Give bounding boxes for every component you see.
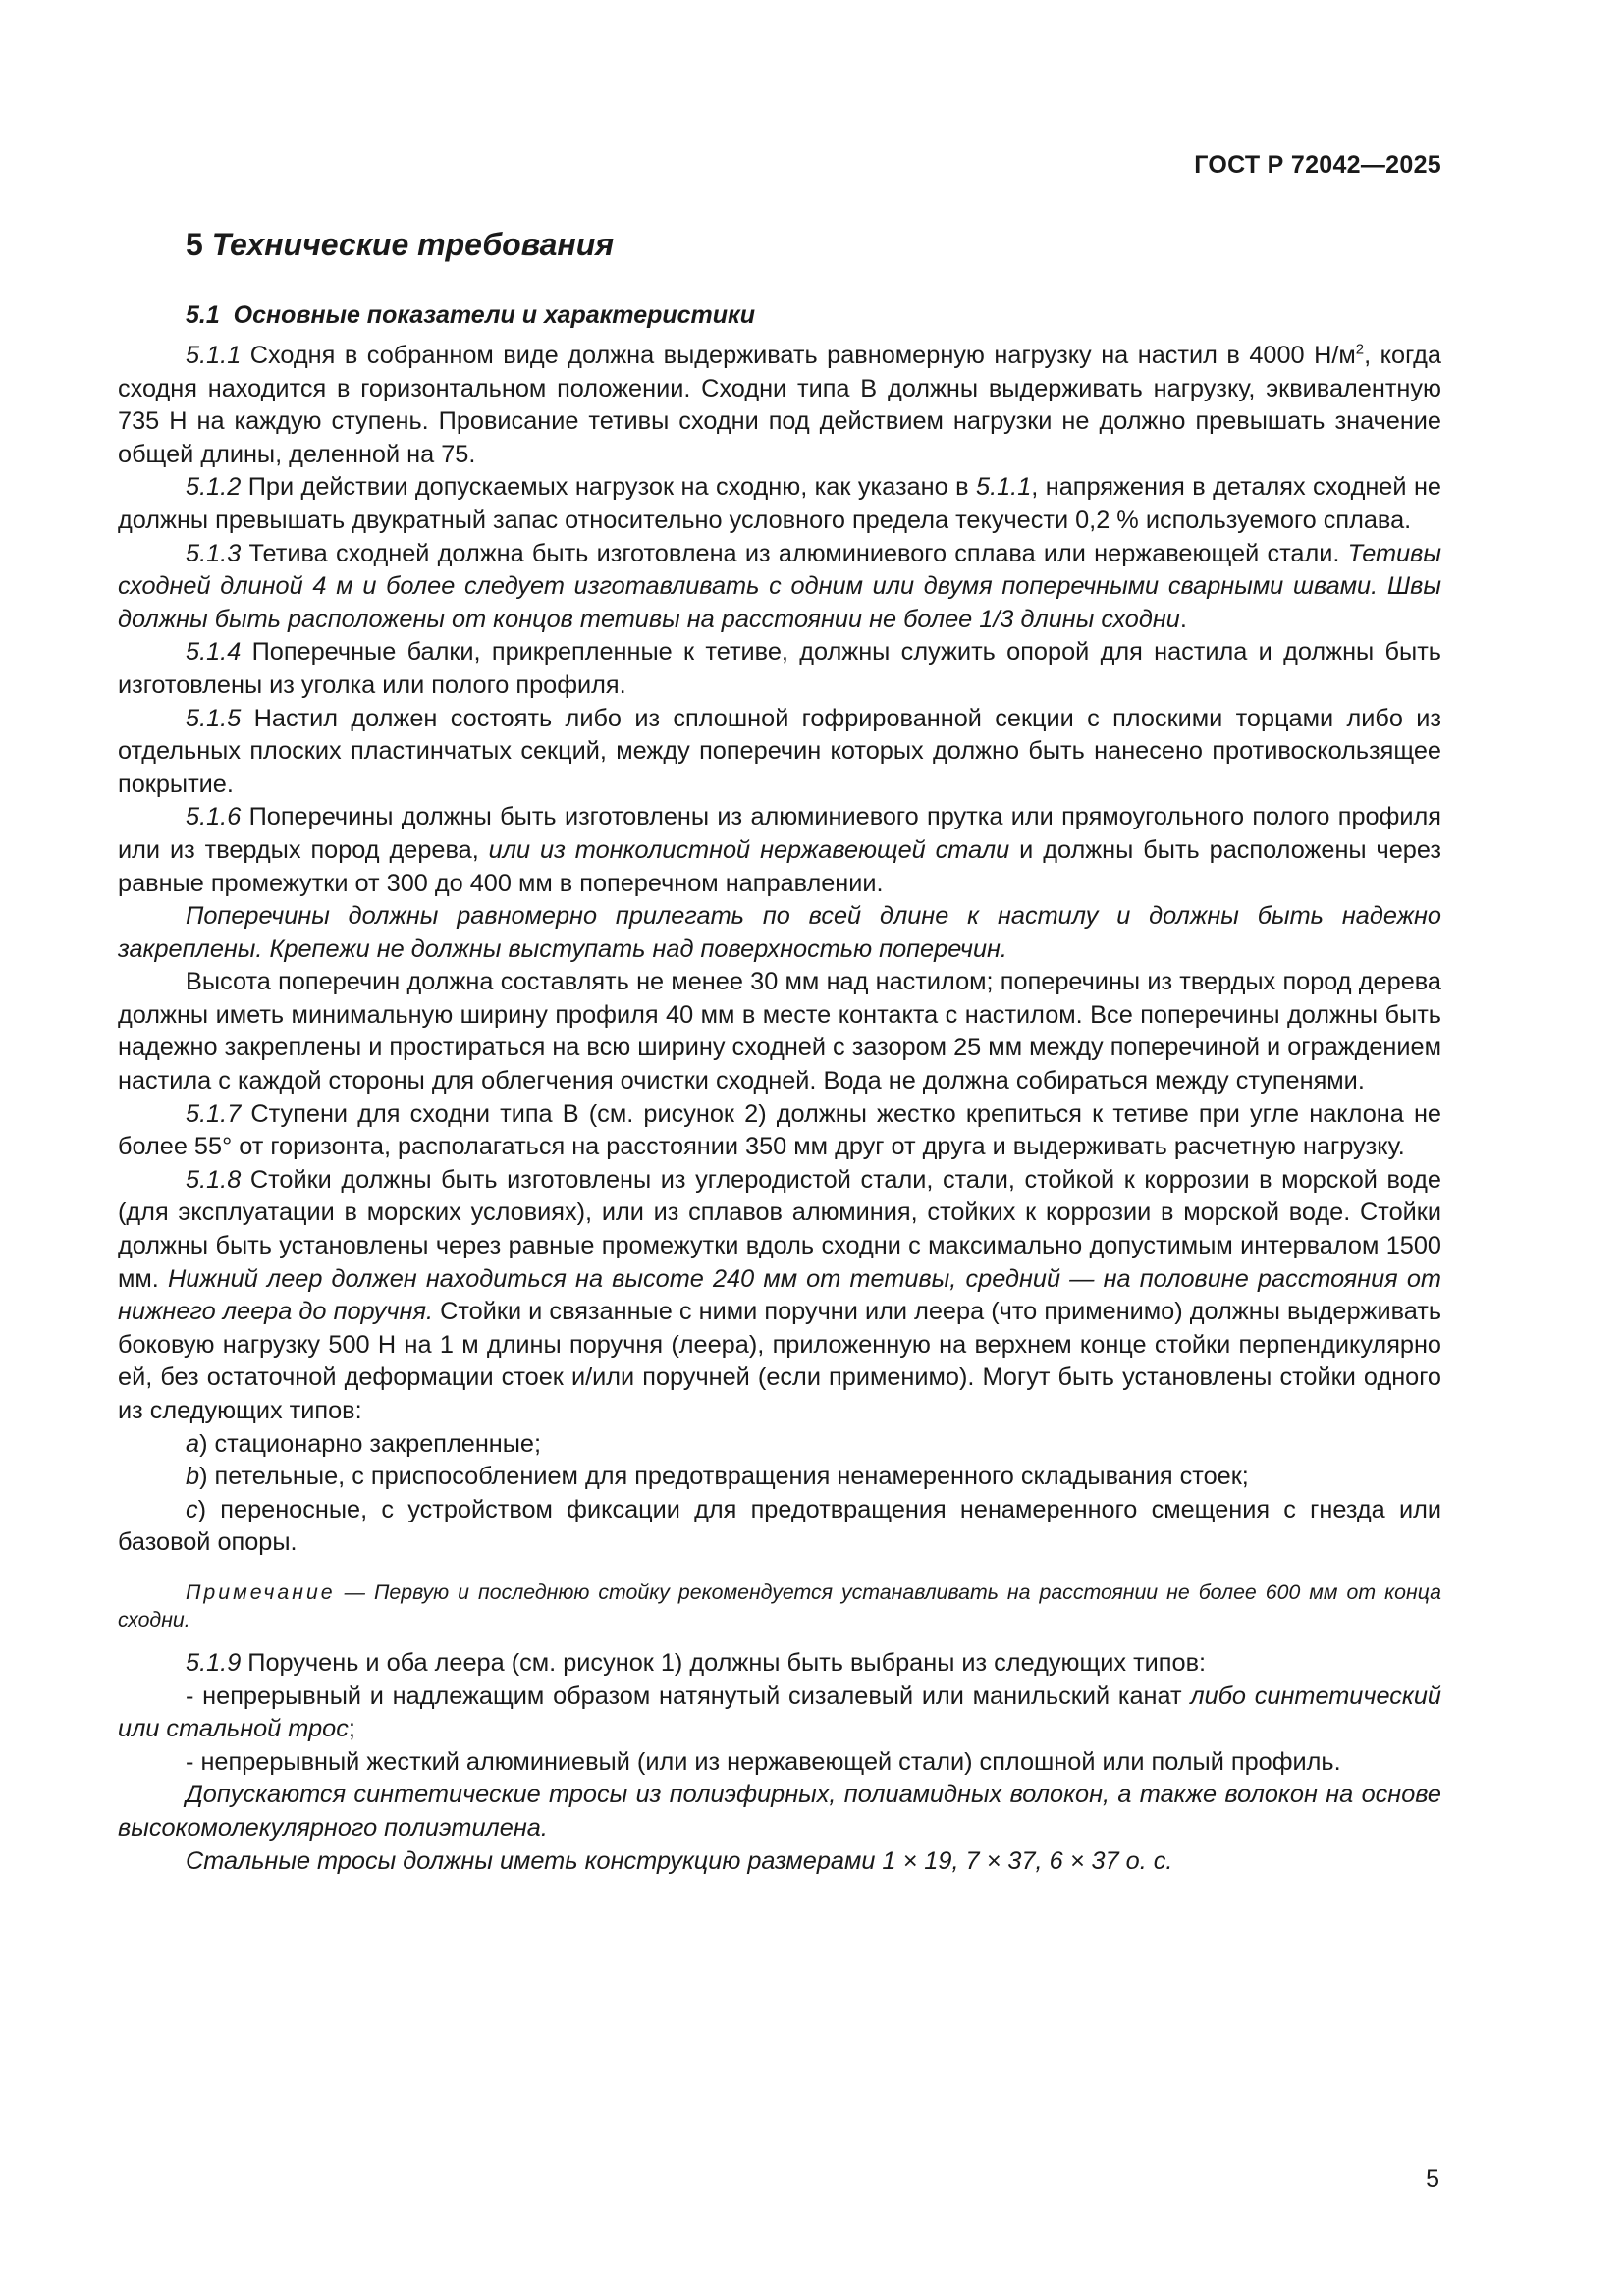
clause-5-1-1: 5.1.1 Сходня в собранном виде должна выдерживать равномерную нагрузку на настил в 4000 $Н/м^2$, когда сходня находится в горизонтальном положении. Сходни типа В должны выдерживать нагрузку, эквивалентную 735 Н на каждую ступень. Провисание тетивы сходни под действием нагрузки не должно превышать значение общей длины, деленной на 75. (118, 341, 1442, 468)
page-number: 5 (1426, 2165, 1439, 2193)
clause-5-1-3: 5.1.3 Тетива сходней должна быть изготовлена из алюминиевого сплава или нержавеющей стали. Тетивы сходней длиной 4 м и более следует изготавливать с одним или двумя поперечными сварными швами. Швы должны быть расположены от концов тетивы на расстоянии не более 1/3 длины сходни. (118, 539, 1441, 633)
dash-item: - непрерывный и надлежащим образом натянутый сизалевый или манильский канат либо синтетический или стальной трос; (118, 1682, 1441, 1743)
clause-5-1-9: 5.1.9 Поручень и оба леера (см. рисунок 1) должны быть выбраны из следующих типов: (186, 1648, 1207, 1677)
clause-5-1-4: 5.1.4 Поперечные балки, прикрепленные к тетиве, должны служить опорой для настила и должны быть изготовлены из уголка или полого профиля. (118, 638, 1441, 699)
clause-5-1-6: 5.1.6 Поперечины должны быть изготовлены из алюминиевого прутка или прямоугольного полого профиля или из твердых пород дерева, или из тонколистной нержавеющей стали и должны быть расположены через равные промежутки от 300 до 400 мм в поперечном направлении. (118, 803, 1441, 897)
clause-5-1-6-paragraph-2: Поперечины должны равномерно прилегать по всей длине к настилу и должны быть надежно закреплены. Крепежи не должны выступать над поверхностью поперечин. (118, 902, 1441, 963)
section-title: Технические требования (211, 227, 615, 262)
clause-5-1-9-paragraph-3: Стальные тросы должны иметь конструкцию размерами 1 × 19, 7 × 37, 6 × 37 о. с. (186, 1846, 1173, 1875)
subsection-title: Основные показатели и характеристики (233, 301, 755, 329)
clause-5-1-6-paragraph-3: Высота поперечин должна составлять не менее 30 мм над настилом; поперечины из твердых пород дерева должны иметь минимальную ширину профиля 40 мм в месте контакта с настилом. Все поперечины должны быть надежно закреплены и простираться на всю ширину сходней с зазором 25 мм между поперечиной и ограждением настила с каждой стороны для облегчения очистки сходней. Вода не должна собираться между ступенями. (118, 968, 1441, 1095)
subsection-heading: 5.1 Основные показатели и характеристики (186, 301, 755, 329)
list-item: с) переносные, с устройством фиксации для предотвращения ненамеренного смещения с гнезда или базовой опоры. (118, 1495, 1441, 1557)
list-item: а) стационарно закрепленные; (186, 1429, 542, 1458)
clause-reference: 5.1.1 (976, 473, 1032, 502)
note: Примечание — Первую и последнюю стойку рекомендуется устанавливать на расстоянии не более 600 мм от конца сходни. (118, 1579, 1441, 1631)
clause-5-1-8: 5.1.8 Стойки должны быть изготовлены из углеродистой стали, стали, стойкой к коррозии в морской воде (для эксплуатации в морских условиях), или из сплавов алюминия, стойких к коррозии в морской воде. Стойки должны быть установлены через равные промежутки вдоль сходни с максимально допустимым интервалом 1500 мм. Нижний леер должен находиться на высоте 240 мм от тетивы, средний — на половине расстояния от нижнего леера до поручня. Стойки и связанные с ними поручни или леера (что применимо) должны выдерживать боковую нагрузку 500 Н на 1 м длины поручня (леера), приложенную на верхнем конце стойки перпендикулярно ей, без остаточной деформации стоек и/или поручней (если применимо). Могут быть установлены стойки одного из следующих типов: (118, 1165, 1442, 1424)
page-content (118, 222, 1441, 1878)
dash-item: - непрерывный жесткий алюминиевый (или из нержавеющей стали) сплошной или полый профиль. (186, 1747, 1341, 1776)
post-types-list (118, 1428, 1441, 1560)
document-code: ГОСТ Р 72042—2025 (1194, 151, 1441, 179)
clause-5-1-5: 5.1.5 Настил должен состоять либо из сплошной гофрированной секции с плоскими торцами либо из отдельных плоских пластинчатых секций, между поперечин которых должно быть нанесено противоскользящее покрытие. (118, 704, 1441, 798)
clause-5-1-9-paragraph-2: Допускаются синтетические тросы из полиэфирных, полиамидных волокон, а также волокон на основе высокомолекулярного полиэтилена. (118, 1781, 1441, 1842)
clause-5-1-7: 5.1.7 Ступени для сходни типа В (см. рисунок 2) должны жестко крепиться к тетиве при угле наклона не более 55° от горизонта, располагаться на расстоянии 350 мм друг от друга и выдерживать расчетную нагрузку. (118, 1099, 1441, 1161)
section-heading: 5 Технические требования (186, 227, 615, 262)
note-label: Примечание (186, 1579, 336, 1604)
clause-5-1-2: 5.1.2 При действии допускаемых нагрузок на сходню, как указано в 5.1.1, напряжения в деталях сходней не должны превышать двукратный запас относительно условного предела текучести 0,2 % используемого сплава. (118, 473, 1441, 534)
list-item: b) петельные, с приспособлением для предотвращения ненамеренного складывания стоек; (186, 1463, 1249, 1491)
